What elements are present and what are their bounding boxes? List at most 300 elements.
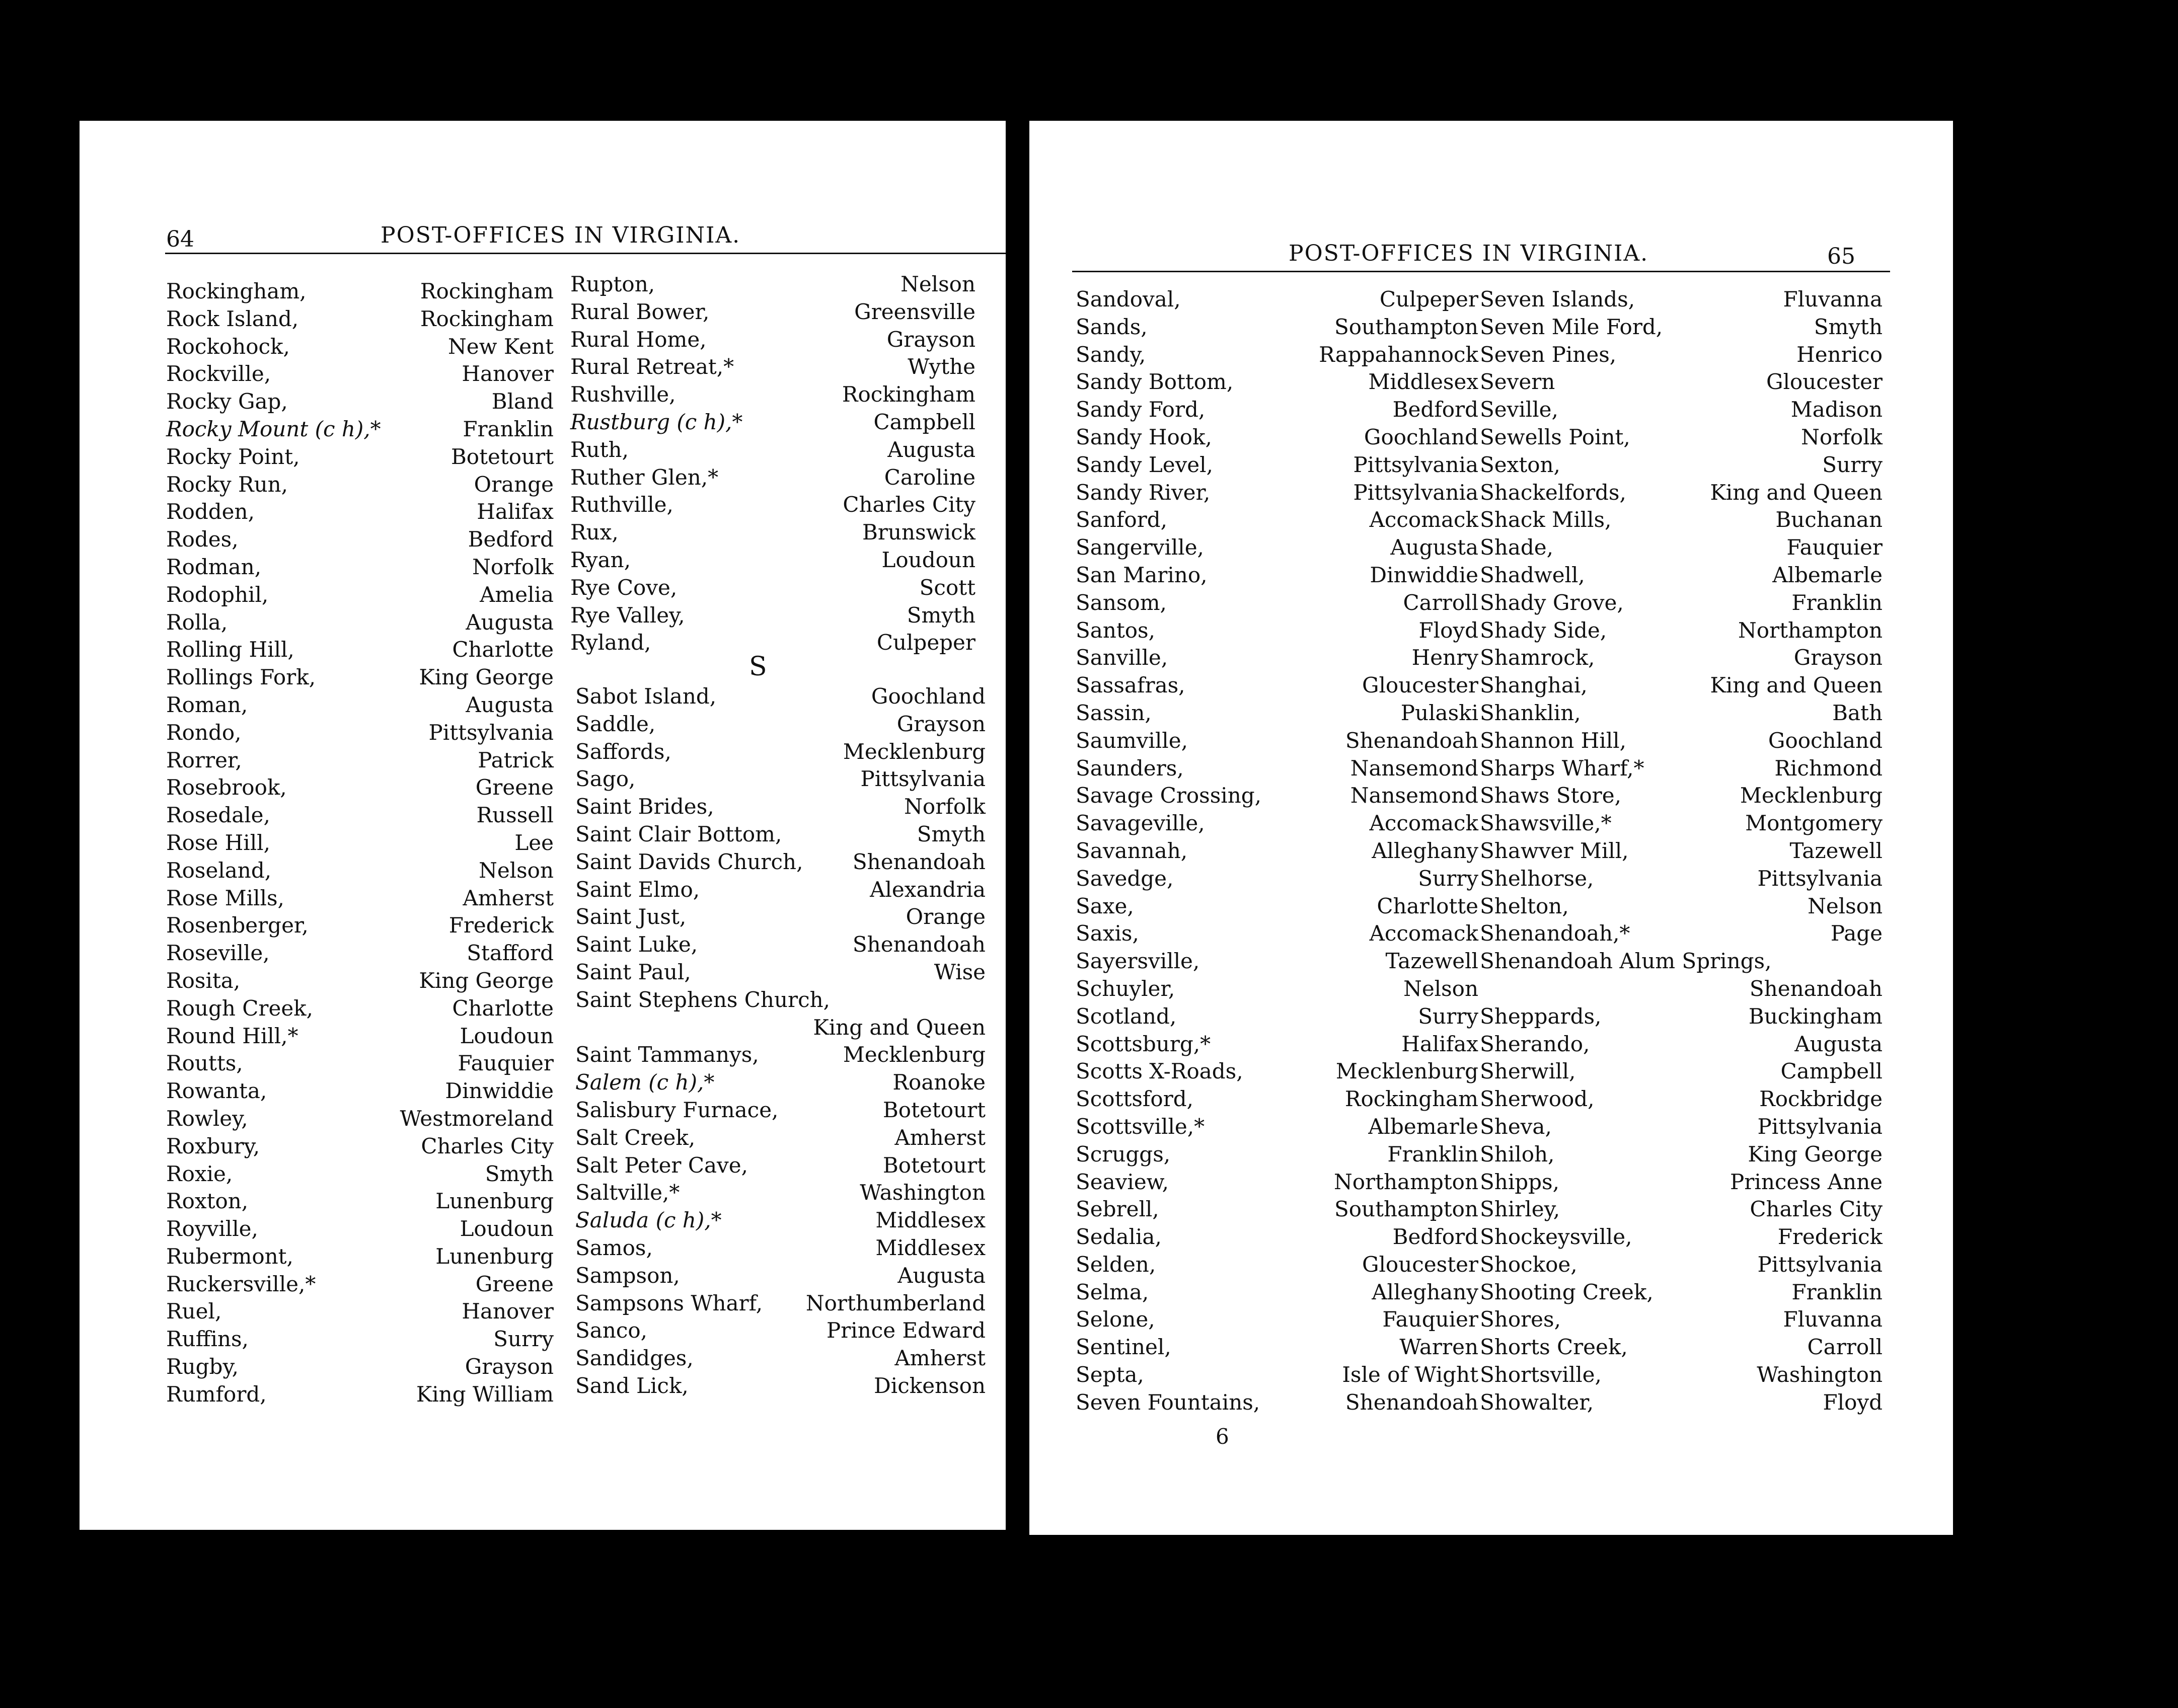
post-office-name: Rocky Mount (c h),* [166, 416, 381, 441]
county-name: Albemarle [1368, 1114, 1478, 1139]
list-item [166, 995, 554, 1023]
county-name: Botetourt [882, 1097, 986, 1122]
list-item [166, 388, 554, 416]
list-item [1076, 975, 1478, 1003]
county-name: Charles City [421, 1133, 554, 1158]
county-name: Gloucester [1766, 369, 1883, 395]
post-office-name: Ruthville, [570, 492, 673, 517]
list-item [1076, 1085, 1478, 1113]
county-name: Norfolk [472, 554, 554, 579]
post-office-name: Sandy Ford, [1076, 397, 1206, 422]
post-office-name: Sayersville, [1076, 949, 1200, 974]
post-office-name: Sanco, [575, 1318, 648, 1343]
post-office-name: Sandy Level, [1076, 452, 1213, 477]
list-item [1076, 1389, 1478, 1417]
list-item [166, 471, 554, 499]
list-item [1076, 506, 1478, 534]
list-item [1076, 920, 1478, 948]
county-name: Dickenson [874, 1373, 986, 1398]
header-rule-left [165, 253, 1006, 254]
post-office-name: San Marino, [1076, 562, 1208, 587]
list-item [166, 1271, 554, 1298]
post-office-name: Saxis, [1076, 921, 1139, 946]
post-office-name: Saxe, [1076, 893, 1134, 918]
county-name: Stafford [467, 941, 554, 966]
county-name: Northumberland [805, 1290, 986, 1315]
post-office-name: Roseland, [166, 858, 272, 883]
post-office-name: Sand Lick, [575, 1373, 689, 1398]
list-item [1480, 975, 1883, 1003]
county-name: Augusta [466, 692, 554, 717]
list-item [1076, 948, 1478, 975]
list-item [570, 409, 975, 436]
list-item [1480, 562, 1883, 589]
post-office-name: Sandy River, [1076, 480, 1211, 505]
county-name: Middlesex [1368, 369, 1478, 395]
list-item [1480, 920, 1883, 948]
list-item [166, 636, 554, 664]
list-item [575, 931, 986, 959]
post-office-name: Savedge, [1076, 866, 1174, 891]
list-item [1480, 1306, 1883, 1334]
post-office-name: Sheppards, [1480, 1003, 1602, 1029]
list-item [1076, 1306, 1478, 1334]
county-name: Franklin [1791, 590, 1883, 615]
county-name: Pittsylvania [1353, 452, 1478, 477]
list-item [1480, 1085, 1883, 1113]
county-name: Amelia [480, 582, 554, 607]
post-office-name: Salt Creek, [575, 1125, 696, 1150]
list-item [570, 271, 975, 298]
list-item [166, 443, 554, 471]
list-item [166, 305, 554, 333]
post-office-name: Sanford, [1076, 507, 1168, 532]
county-name: Albemarle [1772, 562, 1883, 587]
left-column-2-r [570, 271, 975, 657]
post-office-name: Salem (c h),* [575, 1070, 715, 1095]
post-office-name: Rye Cove, [570, 575, 678, 600]
post-office-name: Rollings Fork, [166, 665, 316, 690]
post-office-name: Rustburg (c h),* [570, 409, 743, 434]
county-name: Grayson [886, 327, 975, 352]
list-item [1480, 368, 1883, 396]
county-name: Hanover [462, 1299, 554, 1324]
list-item [1480, 396, 1883, 424]
county-name: Franklin [1387, 1141, 1478, 1167]
list-item [166, 774, 554, 802]
county-name: Halifax [1401, 1031, 1478, 1056]
left-column-1 [166, 278, 554, 1409]
post-office-name: Scruggs, [1076, 1141, 1171, 1167]
post-office-name: Sangerville, [1076, 535, 1204, 560]
county-name: Buchanan [1775, 507, 1883, 532]
post-office-name: Rolla, [166, 609, 228, 635]
post-office-name: Shaws Store, [1480, 783, 1621, 808]
county-name: King and Queen [813, 1015, 986, 1040]
list-item [166, 416, 554, 443]
list-item [166, 940, 554, 967]
list-item [1480, 1223, 1883, 1251]
county-name: Norfolk [1801, 424, 1883, 449]
list-item [575, 876, 986, 904]
county-name: Accomack [1369, 921, 1478, 946]
county-name: Surry [493, 1327, 554, 1352]
county-name: Frederick [1777, 1224, 1883, 1250]
county-name: Dinwiddie [1370, 562, 1478, 587]
post-office-name: Samos, [575, 1235, 653, 1260]
county-name: Mecklenburg [843, 1042, 986, 1067]
county-name: Washington [1757, 1362, 1883, 1387]
list-item [1480, 672, 1883, 700]
post-office-name: Sharps Wharf,* [1480, 755, 1644, 781]
list-item [575, 848, 986, 876]
list-item [575, 683, 986, 711]
post-office-name: Shockoe, [1480, 1252, 1578, 1277]
county-name: Patrick [478, 747, 554, 772]
post-office-name: Rosita, [166, 968, 241, 993]
list-item [1076, 424, 1478, 451]
post-office-name: Shade, [1480, 535, 1553, 560]
county-name: Surry [1418, 866, 1478, 891]
page-number-left: 64 [166, 226, 194, 252]
list-item [1076, 1169, 1478, 1196]
post-office-name: Shores, [1480, 1307, 1561, 1332]
post-office-name: Sabot Island, [575, 684, 717, 709]
county-name: Middlesex [875, 1235, 986, 1260]
post-office-name: Shorts Creek, [1480, 1335, 1628, 1360]
county-name: Princess Anne [1730, 1169, 1883, 1194]
county-name: Fluvanna [1783, 287, 1883, 312]
post-office-name: Ruth, [570, 437, 629, 462]
post-office-name: Sandy Bottom, [1076, 369, 1234, 395]
list-item [1480, 1113, 1883, 1141]
post-office-name: Shelton, [1480, 893, 1569, 918]
county-name: Wise [934, 959, 986, 984]
post-office-name: Scottsville,* [1076, 1114, 1205, 1139]
post-office-name: Seaview, [1076, 1169, 1169, 1194]
county-name: Gloucester [1362, 1252, 1478, 1277]
list-item [1076, 1334, 1478, 1361]
post-office-name: Rosedale, [166, 803, 270, 828]
list-item [575, 1124, 986, 1152]
list-item [570, 602, 975, 630]
list-item [166, 581, 554, 609]
county-name: Rockingham [420, 306, 554, 331]
list-item [166, 333, 554, 361]
county-name: Bath [1832, 700, 1883, 725]
list-item [575, 821, 986, 848]
post-office-name: Rocky Run, [166, 472, 288, 497]
county-name: Augusta [897, 1263, 986, 1288]
list-item [1480, 1196, 1883, 1223]
post-office-name: Sherando, [1480, 1031, 1590, 1056]
post-office-name: Seville, [1480, 397, 1558, 422]
post-office-name: Saltville,* [575, 1180, 680, 1205]
county-name: Charlotte [452, 995, 554, 1021]
post-office-name: Rural Retreat,* [570, 354, 734, 379]
left-page [80, 121, 1006, 1530]
post-office-name: Saunders, [1076, 755, 1184, 781]
post-office-name: Sandoval, [1076, 287, 1181, 312]
list-item [1480, 644, 1883, 672]
county-name: Southampton [1334, 314, 1478, 339]
list-item [166, 1298, 554, 1326]
post-office-name: Shackelfords, [1480, 480, 1626, 505]
list-item [1480, 1279, 1883, 1306]
post-office-name: Sherwill, [1480, 1059, 1576, 1084]
list-item [1076, 727, 1478, 755]
post-office-name: Rorrer, [166, 747, 242, 772]
post-office-name: Sexton, [1480, 452, 1560, 477]
list-item [1480, 479, 1883, 507]
list-item [1076, 837, 1478, 865]
list-item [166, 1133, 554, 1160]
list-item [1076, 286, 1478, 314]
county-name: Shenandoah [1345, 1389, 1478, 1415]
post-office-name: Rubermont, [166, 1244, 293, 1269]
county-name: Fluvanna [1783, 1307, 1883, 1332]
county-name: Buckingham [1748, 1003, 1883, 1029]
county-name: Frederick [448, 913, 554, 938]
list-item [1480, 341, 1883, 369]
post-office-name: Scottsburg,* [1076, 1031, 1211, 1056]
county-name: Charles City [1750, 1197, 1883, 1222]
post-office-name: Scottsford, [1076, 1086, 1194, 1112]
post-office-name: Rosebrook, [166, 775, 287, 800]
county-name: Floyd [1823, 1389, 1883, 1415]
right-page-header [1029, 241, 1953, 271]
post-office-name: Shortsville, [1480, 1362, 1602, 1387]
post-office-name: Severn [1480, 369, 1555, 395]
county-name: Alleghany [1372, 1279, 1478, 1304]
county-name: Nelson [479, 858, 554, 883]
post-office-name: Sewells Point, [1480, 424, 1630, 449]
post-office-name: Shawsville,* [1480, 811, 1612, 836]
post-office-name: Saint Stephens Church, [575, 987, 831, 1012]
post-office-name: Shanklin, [1480, 700, 1581, 725]
list-item [1480, 1251, 1883, 1279]
county-name: Alexandria [870, 877, 986, 902]
post-office-name: Selone, [1076, 1307, 1155, 1332]
county-name: Halifax [477, 499, 554, 524]
post-office-name: Seven Islands, [1480, 287, 1635, 312]
list-item [575, 793, 986, 821]
post-office-name: Septa, [1076, 1362, 1144, 1387]
county-name: Augusta [887, 437, 975, 462]
list-item [1480, 424, 1883, 451]
list-item [1480, 755, 1883, 783]
post-office-name: Sentinel, [1076, 1335, 1171, 1360]
county-name: Mecklenburg [1740, 783, 1883, 808]
list-item [1076, 1279, 1478, 1306]
list-item [1480, 1361, 1883, 1389]
list-item [1076, 589, 1478, 617]
post-office-name: Shanghai, [1480, 673, 1588, 698]
section-letter-s: S [749, 652, 767, 682]
county-name: Rockingham [420, 279, 554, 303]
county-name: Washington [860, 1180, 986, 1205]
post-office-name: Sedalia, [1076, 1224, 1162, 1250]
county-name: Loudoun [881, 547, 975, 572]
county-name: Bedford [1392, 1224, 1478, 1250]
list-item [575, 1207, 986, 1234]
list-item [1480, 286, 1883, 314]
post-office-name: Rugby, [166, 1354, 239, 1379]
list-item [1480, 1169, 1883, 1196]
county-name: Tazewell [1789, 838, 1883, 863]
list-item [575, 986, 986, 1014]
post-office-name: Roxie, [166, 1161, 233, 1186]
post-office-name: Sampson, [575, 1263, 680, 1288]
post-office-name: Ruel, [166, 1299, 222, 1324]
post-office-name: Sandidges, [575, 1346, 694, 1371]
list-item [166, 609, 554, 637]
post-office-name: Selma, [1076, 1279, 1149, 1304]
county-name: Orange [474, 472, 554, 497]
post-office-name: Rodden, [166, 499, 255, 524]
post-office-name: Rowley, [166, 1106, 248, 1131]
post-office-name: Saint Tammanys, [575, 1042, 759, 1067]
post-office-name: Sassin, [1076, 700, 1152, 725]
list-item [166, 1243, 554, 1271]
post-office-name: Shiloh, [1480, 1141, 1555, 1167]
right-column-1 [1076, 286, 1478, 1417]
county-name: Shenandoah [1345, 728, 1478, 753]
list-item [1480, 1334, 1883, 1361]
county-name: Southampton [1334, 1197, 1478, 1222]
post-office-name: Sago, [575, 766, 636, 792]
list-item [575, 1097, 986, 1124]
county-name: Shenandoah [852, 932, 986, 957]
county-name: Smyth [1814, 314, 1883, 339]
county-name: King and Queen [1710, 480, 1883, 505]
post-office-name: Saint Clair Bottom, [575, 821, 782, 846]
list-item [575, 1152, 986, 1180]
post-office-name: Seven Mile Ford, [1480, 314, 1663, 339]
post-office-name: Sampsons Wharf, [575, 1290, 763, 1315]
list-item [166, 1353, 554, 1381]
post-office-name: Roseville, [166, 941, 270, 966]
post-office-name: Sherwood, [1480, 1086, 1595, 1112]
post-office-name: Shenandoah,* [1480, 921, 1630, 946]
post-office-name: Rocky Point, [166, 444, 300, 469]
list-item [570, 629, 975, 657]
county-name: Pittsylvania [1757, 1252, 1883, 1277]
list-item [575, 1290, 986, 1317]
right-column-2 [1480, 286, 1883, 1417]
post-office-name: Shipps, [1480, 1169, 1559, 1194]
county-name: Nelson [900, 272, 975, 296]
county-name: Amherst [463, 885, 554, 910]
county-name: Isle of Wight [1342, 1362, 1478, 1387]
county-name: Pittsylvania [1353, 480, 1478, 505]
post-office-name: Showalter, [1480, 1389, 1594, 1415]
post-office-name: Saffords, [575, 739, 671, 764]
county-name: Botetourt [882, 1152, 986, 1178]
left-page-header [80, 222, 1006, 257]
post-office-name: Ruther Glen,* [570, 464, 719, 490]
list-item [1480, 589, 1883, 617]
county-name: New Kent [448, 334, 554, 359]
county-name: Shenandoah [852, 849, 986, 874]
post-office-name: Santos, [1076, 617, 1155, 643]
county-name: Grayson [465, 1354, 554, 1379]
list-item [1076, 617, 1478, 645]
list-item [166, 857, 554, 885]
county-name: King William [416, 1381, 554, 1407]
county-name: Franklin [1791, 1279, 1883, 1304]
county-name: Amherst [894, 1125, 986, 1150]
county-name: Norfolk [904, 794, 986, 819]
list-item [575, 738, 986, 766]
list-item [1480, 1003, 1883, 1031]
county-name: Caroline [884, 464, 975, 490]
post-office-name: Rumford, [166, 1381, 267, 1407]
post-office-name: Seven Fountains, [1076, 1389, 1260, 1415]
county-name: Shenandoah [1749, 976, 1883, 1001]
post-office-name: Savageville, [1076, 811, 1205, 836]
county-name: Rockingham [842, 382, 975, 407]
post-office-name: Rowanta, [166, 1078, 267, 1104]
list-item [575, 711, 986, 738]
county-name: Richmond [1774, 755, 1883, 781]
list-item [1076, 534, 1478, 562]
post-office-name: Saddle, [575, 711, 656, 736]
county-name: Mecklenburg [843, 739, 986, 764]
list-item [570, 326, 975, 354]
list-item [1076, 1031, 1478, 1058]
county-name: King and Queen [1710, 673, 1883, 698]
county-name: Nelson [1403, 976, 1478, 1001]
county-name: Fauquier [1786, 535, 1883, 560]
county-name: Charles City [843, 492, 975, 517]
list-item [166, 1188, 554, 1215]
list-item [166, 526, 554, 554]
list-item [166, 885, 554, 912]
county-name: Pittsylvania [428, 720, 554, 745]
county-name: Bedford [1392, 397, 1478, 422]
county-name: Russell [476, 803, 554, 828]
list-item [1480, 1141, 1883, 1169]
list-item [166, 1381, 554, 1409]
county-name: Bland [491, 389, 554, 414]
post-office-name: Ryland, [570, 630, 651, 655]
post-office-name: Scotland, [1076, 1003, 1177, 1029]
post-office-name: Sandy Hook, [1076, 424, 1212, 449]
list-item [1076, 1251, 1478, 1279]
post-office-name: Seven Pines, [1480, 342, 1617, 367]
list-item [1076, 700, 1478, 727]
post-office-name: Sebrell, [1076, 1197, 1159, 1222]
post-office-name: Rural Bower, [570, 299, 710, 324]
post-office-name: Roxbury, [166, 1133, 260, 1158]
county-name: Rappahannock [1319, 342, 1478, 367]
county-name: Greensville [854, 299, 975, 324]
county-name: Rockingham [1344, 1086, 1478, 1112]
list-item [1076, 893, 1478, 920]
county-name: Pittsylvania [860, 766, 986, 792]
post-office-name: Roman, [166, 692, 248, 717]
county-name: Nansemond [1350, 783, 1478, 808]
post-office-name: Rodman, [166, 554, 262, 579]
page-number-right: 65 [1827, 244, 1855, 269]
post-office-name: Shenandoah Alum Springs, [1480, 949, 1772, 974]
list-item [1076, 644, 1478, 672]
list-item [575, 1041, 986, 1069]
list-item [166, 1105, 554, 1133]
list-item [1076, 479, 1478, 507]
list-item [166, 829, 554, 857]
